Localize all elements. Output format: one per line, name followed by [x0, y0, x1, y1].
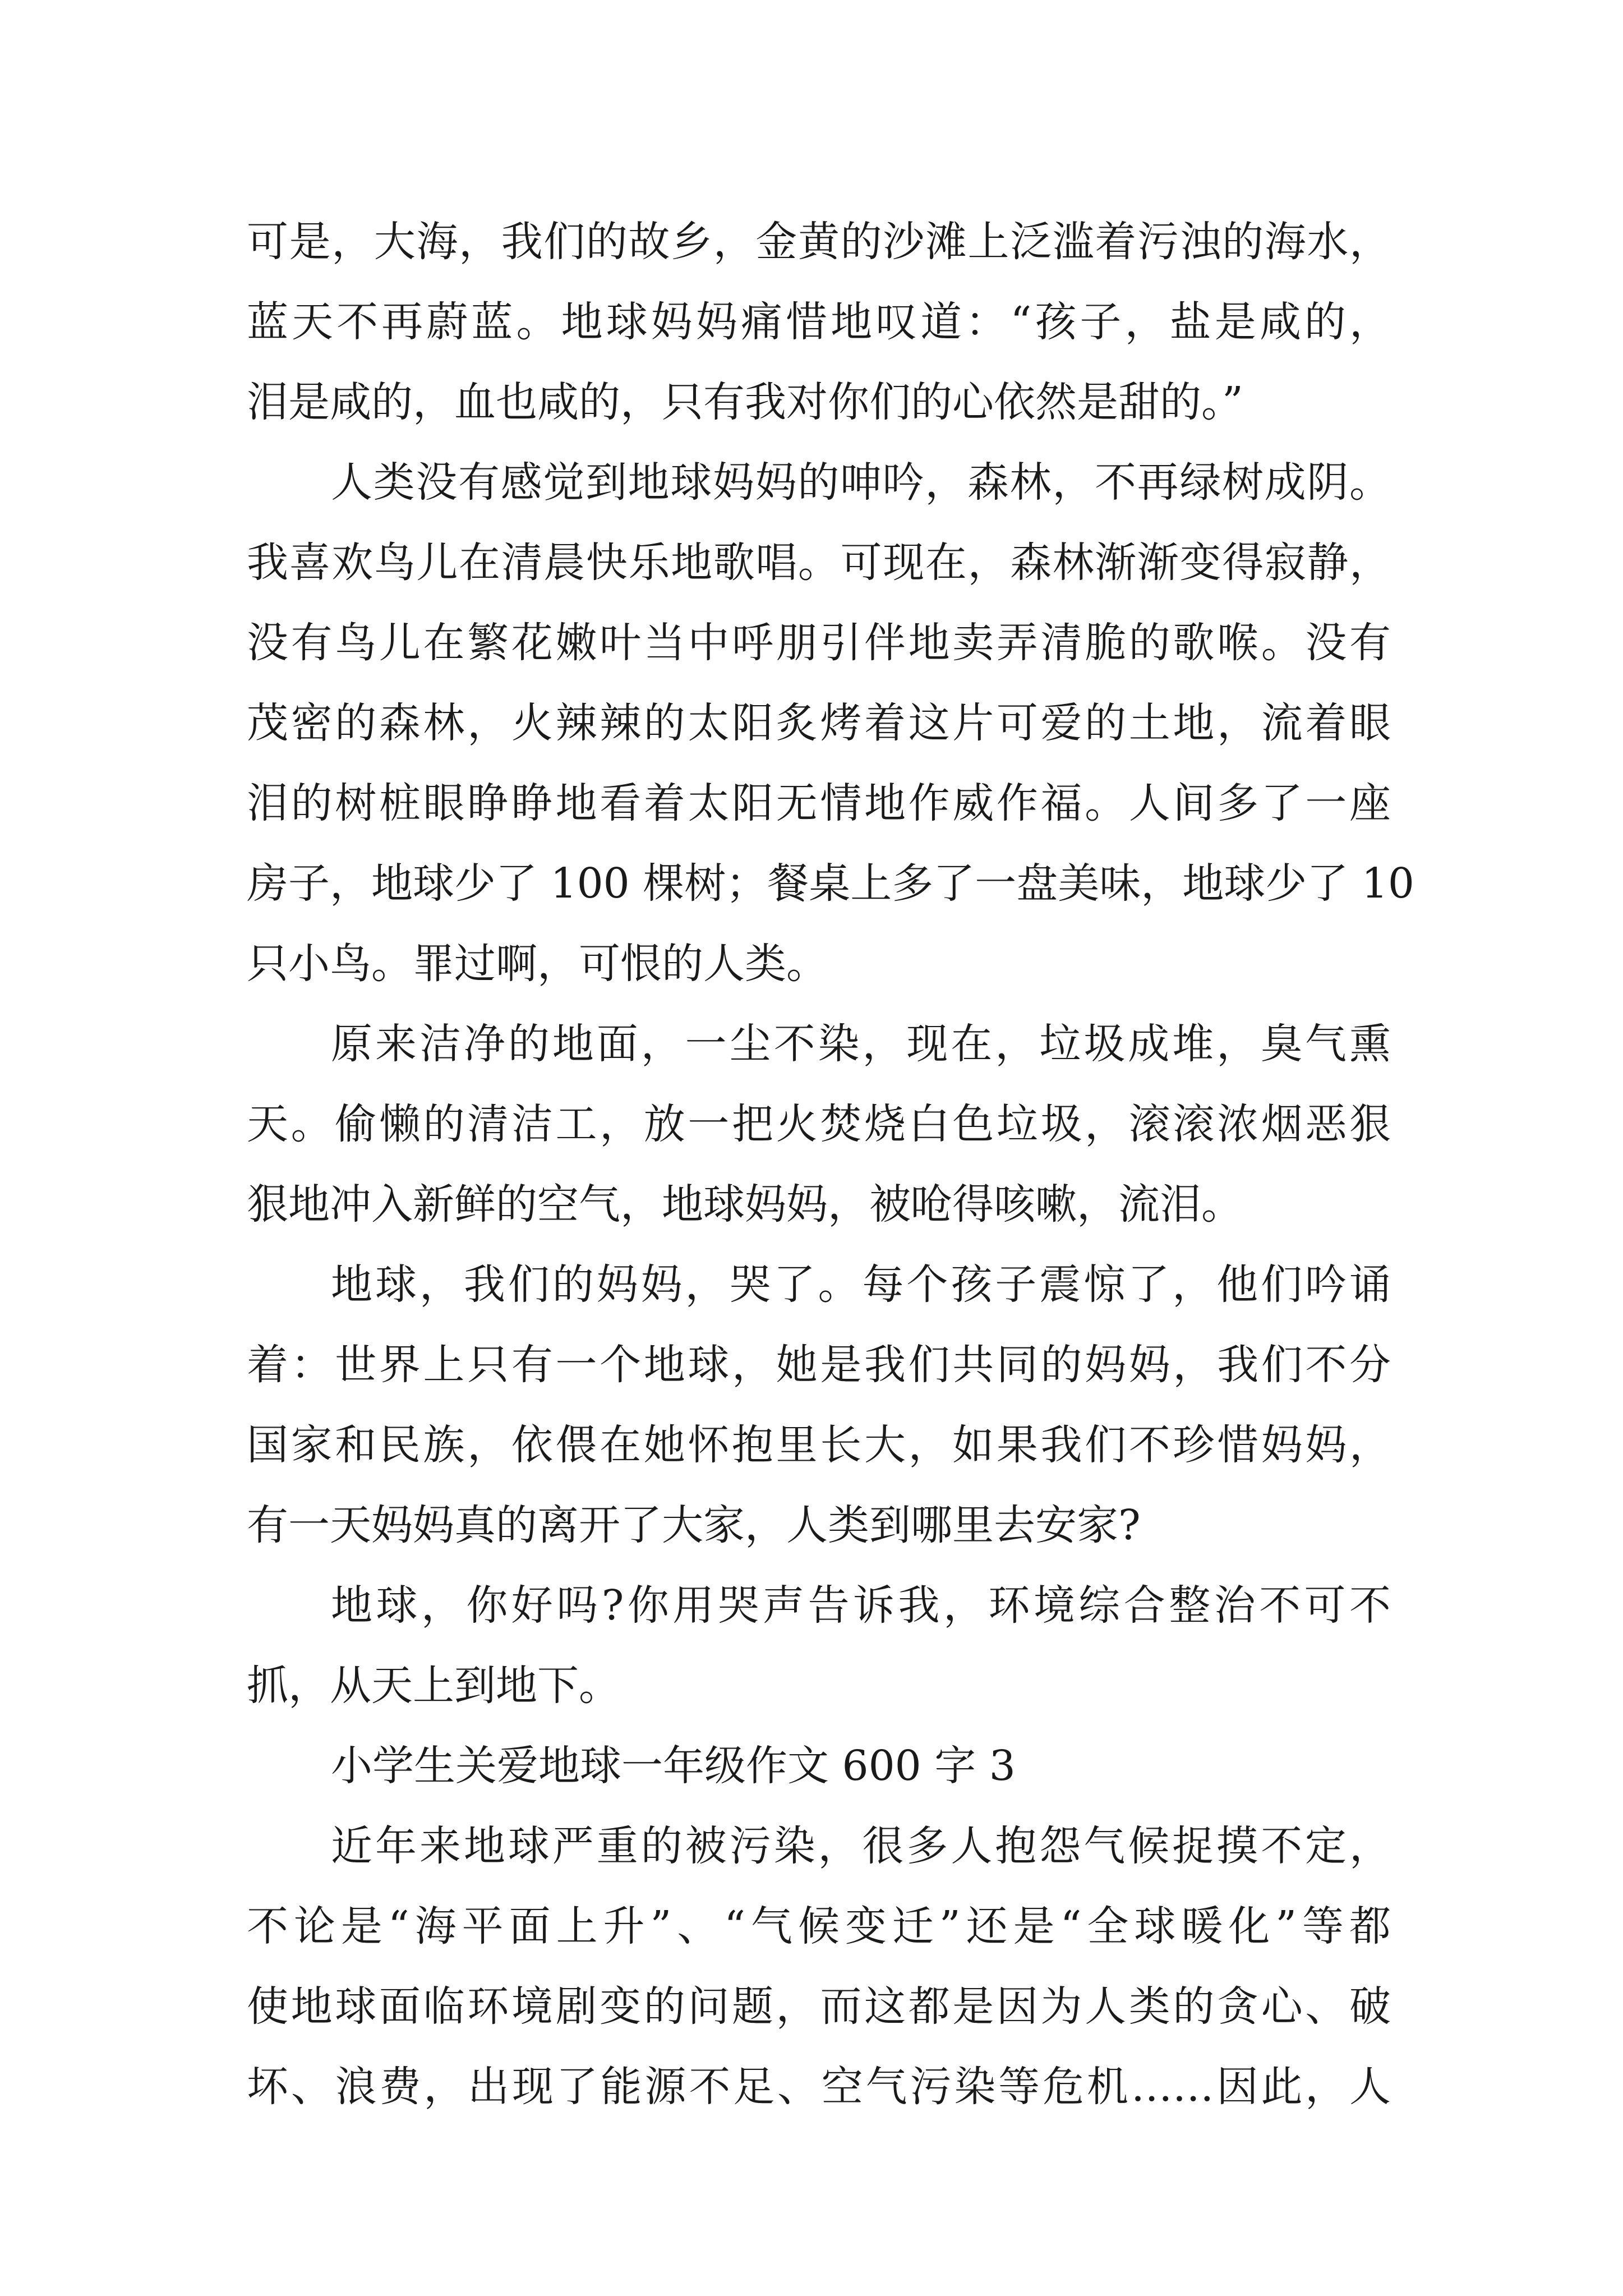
- text-line: 有一天妈妈真的离开了大家，人类到哪里去安家?: [247, 1501, 1141, 1549]
- text-line: 坏、浪费，出现了能源不足、空气污染等危机……因此，人: [247, 2063, 1391, 2111]
- text-line: 泪是咸的，血也咸的，只有我对你们的心依然是甜的。”: [247, 378, 1243, 426]
- text-line: 蓝天不再蔚蓝。地球妈妈痛惜地叹道：“孩子，盐是咸的，: [247, 298, 1391, 346]
- paragraph-first-line: 地球，你好吗?你用哭声告诉我，环境综合整治不可不: [331, 1581, 1391, 1630]
- paragraph-first-line: 原来洁净的地面，一尘不染，现在，垃圾成堆，臭气熏: [331, 1020, 1391, 1068]
- text-line: 没有鸟儿在繁花嫩叶当中呼朋引伴地卖弄清脆的歌喉。没有: [247, 619, 1391, 667]
- text-line: 我喜欢鸟儿在清晨快乐地歌唱。可现在，森林渐渐变得寂静，: [247, 539, 1391, 587]
- paragraph-first-line: 人类没有感觉到地球妈妈的呻吟，森林，不再绿树成阴。: [331, 458, 1391, 507]
- section-heading: 小学生关爱地球一年级作文 600 字 3: [331, 1742, 1016, 1790]
- text-line: 只小鸟。罪过啊，可恨的人类。: [247, 940, 828, 988]
- paragraph-first-line: 地球，我们的妈妈，哭了。每个孩子震惊了，他们吟诵: [331, 1260, 1391, 1309]
- text-line: 房子，地球少了 100 棵树；餐桌上多了一盘美味，地球少了 10: [247, 859, 1414, 908]
- text-line: 天。偷懒的清洁工，放一把火焚烧白色垃圾，滚滚浓烟恶狠: [247, 1100, 1391, 1148]
- text-line: 使地球面临环境剧变的问题，而这都是因为人类的贪心、破: [247, 1982, 1391, 2031]
- text-line: 国家和民族，依偎在她怀抱里长大，如果我们不珍惜妈妈，: [247, 1421, 1391, 1469]
- text-line: 狠地冲入新鲜的空气，地球妈妈，被呛得咳嗽，流泪。: [247, 1180, 1243, 1228]
- text-line: 可是，大海，我们的故乡，金黄的沙滩上泛滥着污浊的海水，: [247, 218, 1391, 266]
- text-line: 泪的树桩眼睁睁地看着太阳无情地作威作福。人间多了一座: [247, 779, 1391, 827]
- text-line: 抓，从天上到地下。: [247, 1662, 620, 1710]
- text-line: 茂密的森林，火辣辣的太阳炙烤着这片可爱的土地，流着眼: [247, 699, 1391, 747]
- paragraph-first-line: 近年来地球严重的被污染，很多人抱怨气候捉摸不定，: [331, 1822, 1391, 1870]
- text-line: 着：世界上只有一个地球，她是我们共同的妈妈，我们不分: [247, 1341, 1391, 1389]
- text-line: 不论是“海平面上升”、“气候变迁”还是“全球暖化”等都: [247, 1902, 1391, 1950]
- document-body: [247, 202, 1414, 2127]
